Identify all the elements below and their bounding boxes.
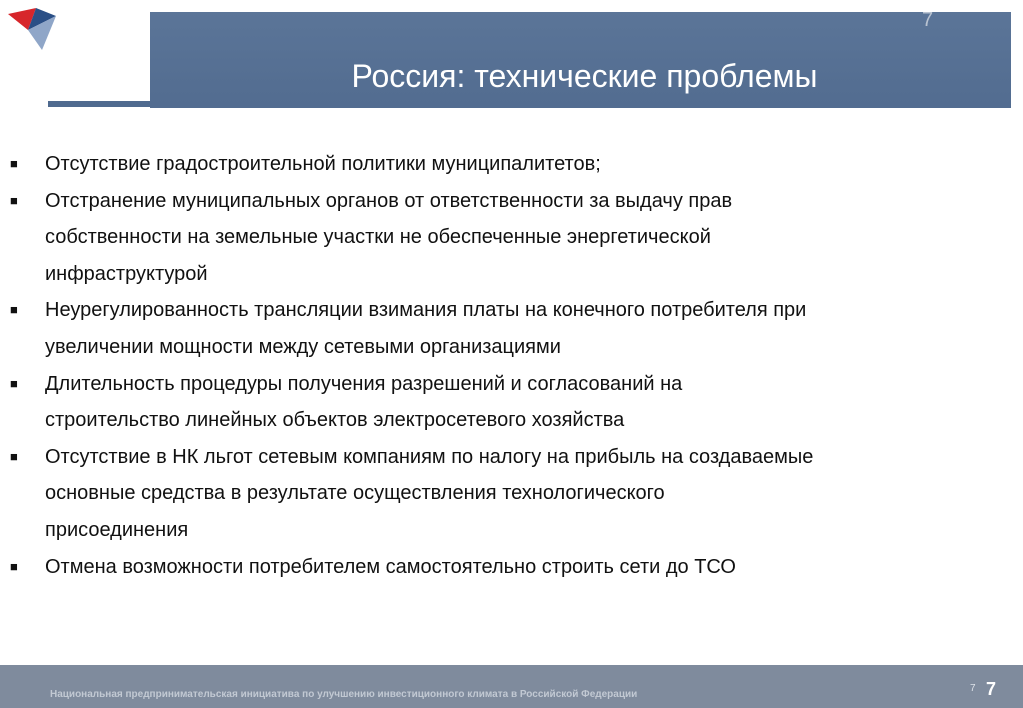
bullet-marker: ■ [10,156,18,171]
bullet-line: строительство линейных объектов электросетевого хозяйства [45,409,625,432]
bullet-line: присоединения [45,518,189,541]
footer-page-number: 7 [986,679,997,699]
bullet-marker: ■ [10,375,18,391]
page-title: Россия: технические проблемы [351,58,818,94]
bullet-line: Отстранение муниципальных органов от ответственности за выдачу прав [45,189,733,212]
bullet-marker: ■ [10,448,18,464]
bullet-item [10,439,1010,549]
footer-bar [0,665,1023,708]
bullet-line: основные средства в результате осуществления технологического [45,482,665,505]
logo-icon [6,6,58,52]
footer-page-number-small: 7 [970,683,976,694]
slide-number-top: 7 [922,9,934,31]
bullet-line: увеличении мощности между сетевыми организациями [45,335,561,358]
bullet-item [10,366,1010,439]
bullet-list [10,146,1010,585]
bullet-line: Отмена возможности потребителем самостоятельно строить сети до ТСО [45,555,736,578]
bullet-line: собственности на земельные участки не обеспеченные энергетической [45,226,711,249]
bullet-line: Неурегулированность трансляции взимания платы на конечного потребителя при [45,299,807,322]
bullet-item [10,183,1010,293]
bullet-item [10,549,1010,586]
bullet-line: Отсутствие градостроительной политики муниципалитетов; [45,153,601,175]
bullet-marker: ■ [10,558,18,574]
bullet-line: Отсутствие в НК льгот сетевым компаниям по налогу на прибыль на создаваемые [45,445,814,468]
footer-organization: Национальная предпринимательская инициатива по улучшению инвестиционного климата в Российской Федерации [50,689,638,700]
header-banner [150,12,1011,108]
bullet-marker: ■ [10,192,18,208]
bullet-line: Длительность процедуры получения разрешений и согласований на [45,372,683,395]
bullet-marker: ■ [10,302,18,318]
bullet-item [10,292,1010,365]
bullet-item [10,146,1010,183]
bullet-line: инфраструктурой [45,262,208,285]
